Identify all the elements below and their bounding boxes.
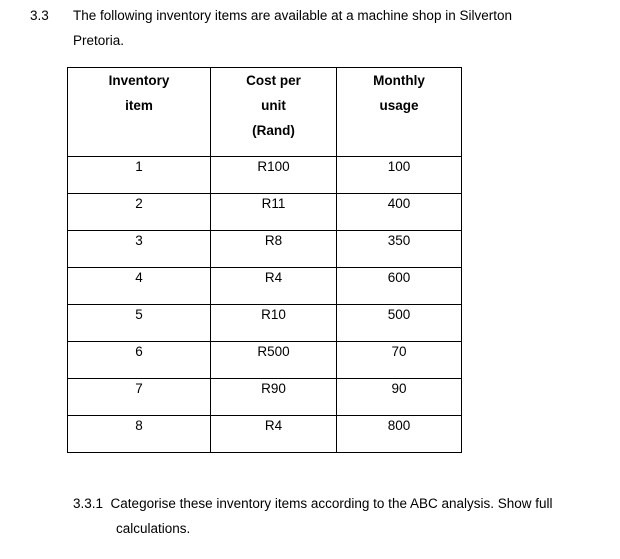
cell-item: 4 [68, 268, 211, 305]
cell-usage: 800 [337, 416, 462, 453]
table-row [68, 194, 462, 231]
cell-item: 6 [68, 342, 211, 379]
header-line: unit [261, 98, 286, 113]
table-row [68, 157, 462, 194]
subquestion-line2: calculations. [116, 521, 191, 536]
header-line: Cost per [246, 73, 301, 88]
header-cost-per-unit [211, 68, 337, 157]
header-monthly-usage [337, 68, 462, 157]
header-line: Monthly [373, 73, 425, 88]
cell-cost: R8 [211, 231, 337, 268]
question-text-line2: Pretoria. [73, 33, 125, 48]
inventory-table [67, 67, 462, 453]
header-line: usage [379, 98, 419, 113]
header-line: Inventory [108, 73, 170, 88]
question-number: 3.3 [30, 8, 49, 23]
cell-item: 2 [68, 194, 211, 231]
table-header-row [68, 68, 462, 157]
cell-cost: R4 [211, 268, 337, 305]
cell-cost: R11 [211, 194, 337, 231]
cell-cost: R10 [211, 305, 337, 342]
cell-item: 1 [68, 157, 211, 194]
cell-usage: 400 [337, 194, 462, 231]
cell-item: 3 [68, 231, 211, 268]
cell-cost: R90 [211, 379, 337, 416]
cell-usage: 100 [337, 157, 462, 194]
cell-item: 7 [68, 379, 211, 416]
subquestion-text: Categorise these inventory items according to the ABC analysis. Show full [110, 496, 553, 511]
cell-cost: R500 [211, 342, 337, 379]
cell-item: 8 [68, 416, 211, 453]
cell-usage: 500 [337, 305, 462, 342]
cell-usage: 70 [337, 342, 462, 379]
header-inventory-item [68, 68, 211, 157]
cell-usage: 350 [337, 231, 462, 268]
question-text-line1: The following inventory items are available at a machine shop in Silverton [73, 8, 512, 23]
cell-item: 5 [68, 305, 211, 342]
table-row [68, 268, 462, 305]
table-row [68, 416, 462, 453]
table-row [68, 379, 462, 416]
table-row [68, 305, 462, 342]
header-line: (Rand) [252, 123, 295, 138]
subquestion-line1 [73, 496, 553, 511]
cell-usage: 90 [337, 379, 462, 416]
cell-usage: 600 [337, 268, 462, 305]
cell-cost: R100 [211, 157, 337, 194]
header-line: item [125, 98, 153, 113]
cell-cost: R4 [211, 416, 337, 453]
subquestion-number: 3.3.1 [73, 496, 104, 511]
table-row [68, 342, 462, 379]
table-row [68, 231, 462, 268]
